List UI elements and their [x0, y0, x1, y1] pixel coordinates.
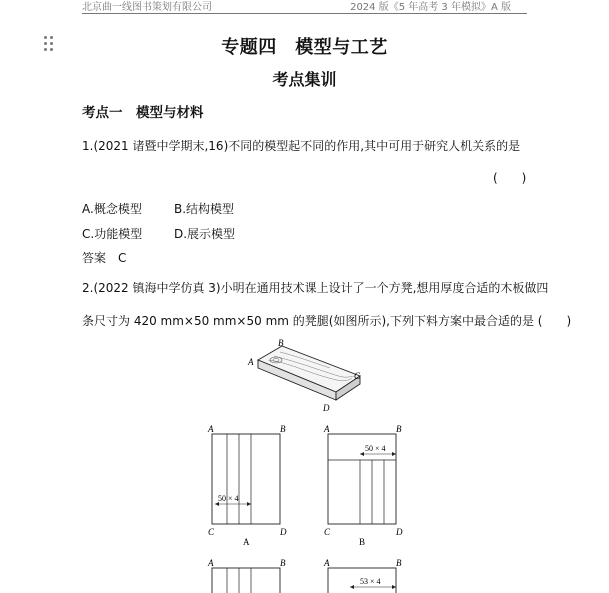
answer-label: 答案 [82, 251, 107, 265]
dimension-label: 50 × 4 [365, 444, 386, 453]
corner-label: B [396, 424, 402, 434]
page-title: 专题四 模型与工艺 [221, 37, 388, 58]
corner-label: A [324, 558, 330, 568]
header-rule [82, 13, 527, 14]
dimension-arrow [350, 585, 354, 589]
answer-value: C [118, 251, 127, 265]
cutting-plan-a [204, 422, 300, 548]
option-d: D.展示模型 [174, 227, 236, 241]
board-outline [328, 434, 396, 524]
dimension-label: 53 × 4 [360, 577, 381, 586]
board-outline [212, 434, 280, 524]
option-b: B.结构模型 [174, 202, 235, 216]
corner-label: C [208, 527, 215, 537]
corner-label: A [248, 357, 254, 367]
wood-board-figure [238, 338, 370, 418]
header-right-text: 2024 版《5 年高考 3 年模拟》A 版 [350, 2, 511, 13]
corner-label: C [354, 371, 361, 381]
dimension-arrow [392, 585, 396, 589]
figure-caption: A [243, 537, 250, 547]
cutting-plan-d [320, 556, 416, 593]
dimension-arrow [392, 452, 396, 456]
topic-heading: 考点一 模型与材料 [82, 105, 204, 121]
answer-blank: ( ) [493, 171, 527, 185]
corner-label: B [396, 558, 402, 568]
corner-label: B [278, 338, 284, 348]
question-2-line-1: 2.(2022 镇海中学仿真 3)小明在通用技术课上设计了一个方凳,想用厚度合适的木板做四 [82, 281, 549, 295]
dimension-arrow [247, 502, 251, 506]
option-a: A.概念模型 [82, 202, 142, 216]
header-left-text: 北京曲一线图书策划有限公司 [82, 2, 212, 13]
question-2-line-2: 条尺寸为 420 mm×50 mm×50 mm 的凳腿(如图所示),下列下料方案中最合适的是 ( ) [82, 314, 572, 328]
dimension-arrow [360, 452, 364, 456]
cutting-plan-b [320, 422, 416, 548]
corner-label: B [280, 558, 286, 568]
corner-label: B [280, 424, 286, 434]
corner-label: A [208, 424, 214, 434]
corner-label: A [324, 424, 330, 434]
corner-label: C [324, 527, 331, 537]
dimension-label: 50 × 4 [218, 494, 239, 503]
corner-label: D [396, 527, 403, 537]
figure-caption: B [359, 537, 366, 547]
question-1-text: 1.(2021 诸暨中学期末,16)不同的模型起不同的作用,其中可用于研究人机关系的是 [82, 139, 521, 153]
cutting-plan-c [204, 556, 300, 593]
corner-label: A [208, 558, 214, 568]
board-outline [212, 568, 280, 593]
answer-line [82, 249, 126, 266]
option-c: C.功能模型 [82, 227, 143, 241]
corner-label: D [280, 527, 287, 537]
corner-label: D [323, 403, 330, 413]
section-title: 考点集训 [272, 70, 337, 89]
